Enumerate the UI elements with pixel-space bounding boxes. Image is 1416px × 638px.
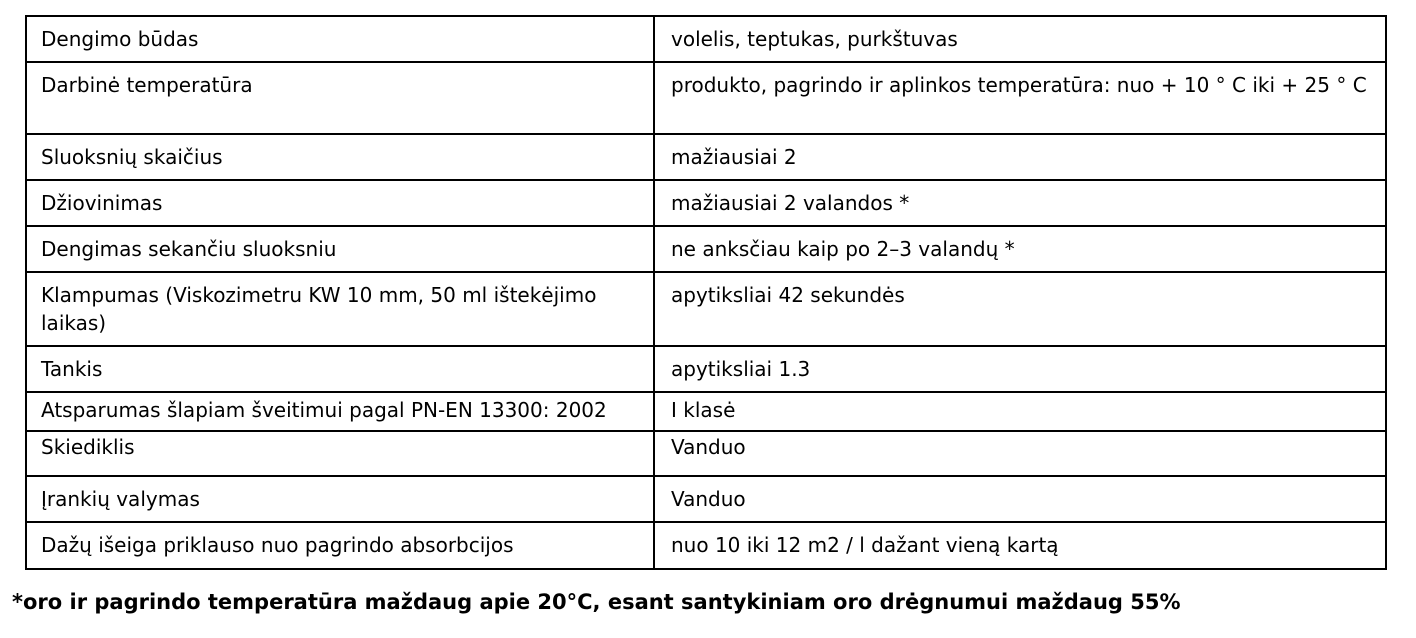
row-value: mažiausiai 2	[654, 134, 1386, 180]
row-value: apytiksliai 42 sekundės	[654, 272, 1386, 346]
row-value: nuo 10 iki 12 m2 / l dažant vieną kartą	[654, 522, 1386, 569]
row-label: Džiovinimas	[26, 180, 654, 226]
row-label: Atsparumas šlapiam šveitimui pagal PN-EN 13300: 2002	[26, 392, 654, 431]
row-label: Sluoksnių skaičius	[26, 134, 654, 180]
table-row	[26, 180, 1386, 226]
row-value: I klasė	[654, 392, 1386, 431]
row-label: Tankis	[26, 346, 654, 392]
table-row	[26, 346, 1386, 392]
row-label: Skiediklis	[26, 431, 654, 476]
footnote: *oro ir pagrindo temperatūra maždaug apie 20°C, esant santykiniam oro drėgnumui maždaug 55%	[12, 590, 1181, 614]
table-row	[26, 272, 1386, 346]
table-row	[26, 134, 1386, 180]
table-row	[26, 16, 1386, 62]
table-row	[26, 392, 1386, 431]
row-label: Dažų išeiga priklauso nuo pagrindo absorbcijos	[26, 522, 654, 569]
table-row	[26, 431, 1386, 476]
row-value: apytiksliai 1.3	[654, 346, 1386, 392]
table-row	[26, 476, 1386, 522]
row-value: Vanduo	[654, 431, 1386, 476]
row-value: mažiausiai 2 valandos *	[654, 180, 1386, 226]
row-value: ne anksčiau kaip po 2–3 valandų *	[654, 226, 1386, 272]
row-label: Darbinė temperatūra	[26, 62, 654, 134]
table-row	[26, 522, 1386, 569]
row-value: volelis, teptukas, purkštuvas	[654, 16, 1386, 62]
spec-table	[25, 15, 1387, 570]
row-label: Įrankių valymas	[26, 476, 654, 522]
row-label: Klampumas (Viskozimetru KW 10 mm, 50 ml ištekėjimo laikas)	[26, 272, 654, 346]
table-row	[26, 226, 1386, 272]
row-label: Dengimo būdas	[26, 16, 654, 62]
table-row	[26, 62, 1386, 134]
row-value: Vanduo	[654, 476, 1386, 522]
row-value: produkto, pagrindo ir aplinkos temperatūra: nuo + 10 ° C iki + 25 ° C	[654, 62, 1386, 134]
row-label: Dengimas sekančiu sluoksniu	[26, 226, 654, 272]
